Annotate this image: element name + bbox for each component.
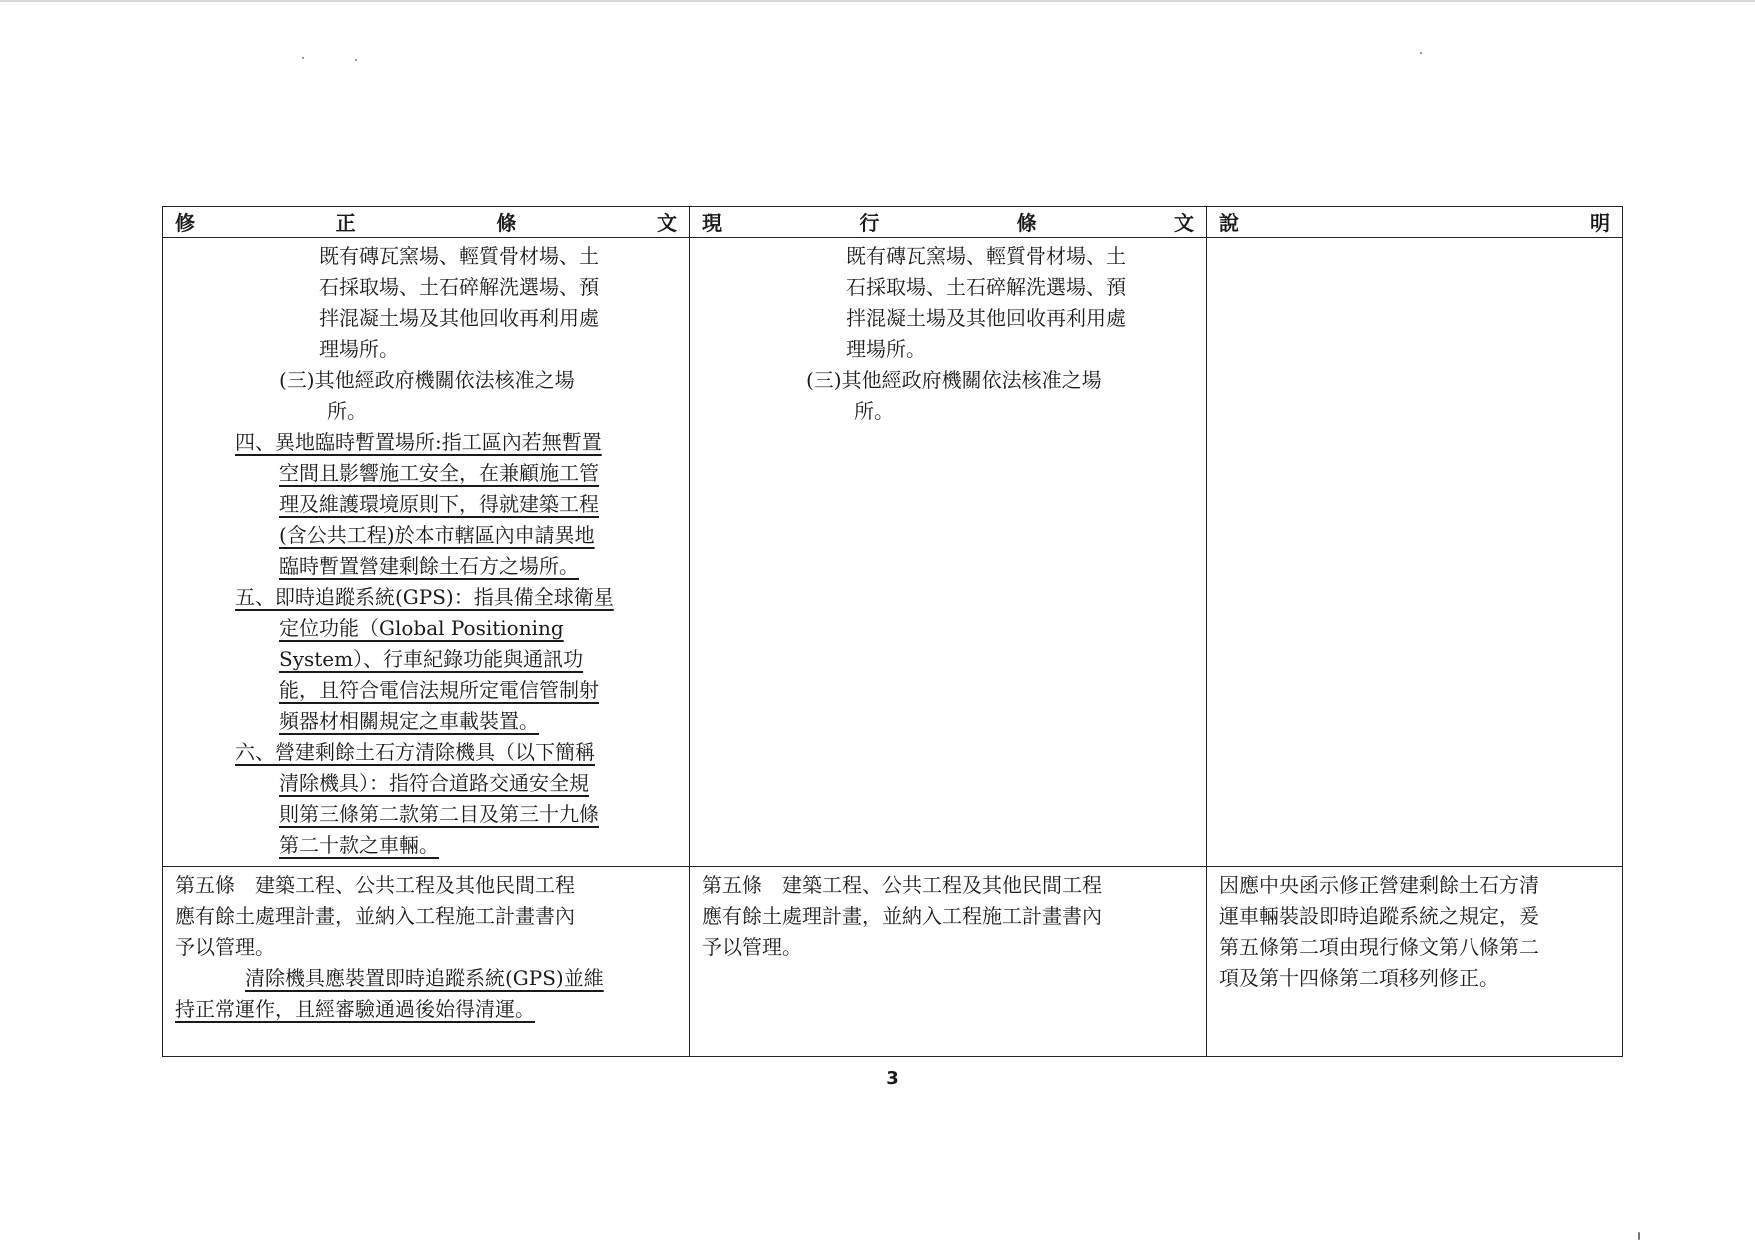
amended-text: 臨時暫置營建剩餘土石方之場所。: [279, 554, 579, 578]
scan-speck: [1638, 1232, 1640, 1240]
amended-text: 定位功能（Global Positioning: [279, 616, 564, 640]
scan-speck: [302, 57, 304, 59]
text-line: 運車輛裝設即時追蹤系統之規定，爰: [1219, 904, 1539, 928]
comparison-table: [162, 206, 1623, 1057]
table-row: [163, 238, 1623, 867]
amended-text: 清除機具應裝置即時追蹤系統(GPS)並維: [245, 966, 604, 990]
text-line: 所。: [327, 399, 367, 423]
table-row: [163, 867, 1623, 1057]
text-line: 應有餘土處理計畫，並納入工程施工計畫書內: [175, 904, 575, 928]
amended-text: System）、行車紀錄功能與通訊功: [279, 647, 584, 671]
text-line: 項及第十四條第二項移列修正。: [1219, 966, 1499, 990]
text-line: 所。: [854, 399, 894, 423]
page-number: 3: [886, 1068, 899, 1089]
amended-text: 能，且符合電信法規所定電信管制射: [279, 678, 599, 702]
explain-cell: [1207, 238, 1623, 867]
amended-text: (含公共工程)於本市轄區內申請異地: [279, 523, 595, 547]
text-line: 拌混凝土場及其他回收再利用處: [846, 306, 1126, 330]
amended-text: 第二十款之車輛。: [279, 833, 439, 857]
text-line: 應有餘土處理計畫，並納入工程施工計畫書內: [702, 904, 1102, 928]
amended-text: 五、即時追蹤系統(GPS)：指具備全球衛星: [235, 585, 614, 609]
header-revised: 修 正 條 文: [163, 207, 690, 238]
current-cell: [690, 238, 1207, 867]
text-line: 因應中央函示修正營建剩餘土石方清: [1219, 873, 1539, 897]
text-line: 既有磚瓦窯場、輕質骨材場、土: [846, 244, 1126, 268]
amended-text: 理及維護環境原則下，得就建築工程: [279, 492, 599, 516]
text-line: 予以管理。: [175, 935, 275, 959]
text-line: 第五條 建築工程、公共工程及其他民間工程: [702, 873, 1102, 897]
header-explain: 說 明: [1207, 207, 1623, 238]
text-line: 拌混凝土場及其他回收再利用處: [319, 306, 599, 330]
text-line: 理場所。: [319, 337, 399, 361]
text-line: (三)其他經政府機關依法核准之場: [279, 368, 575, 392]
header-row: [163, 207, 1623, 238]
text-line: 第五條 建築工程、公共工程及其他民間工程: [175, 873, 575, 897]
amended-text: 頻器材相關規定之車載裝置。: [279, 709, 539, 733]
explain-cell: [1207, 867, 1623, 1057]
header-current: 現 行 條 文: [690, 207, 1207, 238]
amended-text: 持正常運作，且經審驗通過後始得清運。: [175, 997, 535, 1021]
text-line: 理場所。: [846, 337, 926, 361]
revised-cell: [163, 867, 690, 1057]
amended-text: 空間且影響施工安全，在兼顧施工管: [279, 461, 599, 485]
scan-top-edge: [0, 0, 1755, 2]
current-cell: [690, 867, 1207, 1057]
text-line: 石採取場、土石碎解洗選場、預: [846, 275, 1126, 299]
text-line: 予以管理。: [702, 935, 802, 959]
text-line: (三)其他經政府機關依法核准之場: [806, 368, 1102, 392]
amended-text: 清除機具）：指符合道路交通安全規: [279, 771, 589, 795]
revised-cell: [163, 238, 690, 867]
amended-text: 則第三條第二款第二目及第三十九條: [279, 802, 599, 826]
amended-text: 六、營建剩餘土石方清除機具（以下簡稱: [235, 740, 595, 764]
scan-speck: [1420, 52, 1422, 54]
amended-text: 四、異地臨時暫置場所:指工區內若無暫置: [235, 430, 602, 454]
text-line: 第五條第二項由現行條文第八條第二: [1219, 935, 1539, 959]
text-line: 既有磚瓦窯場、輕質骨材場、土: [319, 244, 599, 268]
scan-speck: [355, 59, 357, 61]
text-line: 石採取場、土石碎解洗選場、預: [319, 275, 599, 299]
